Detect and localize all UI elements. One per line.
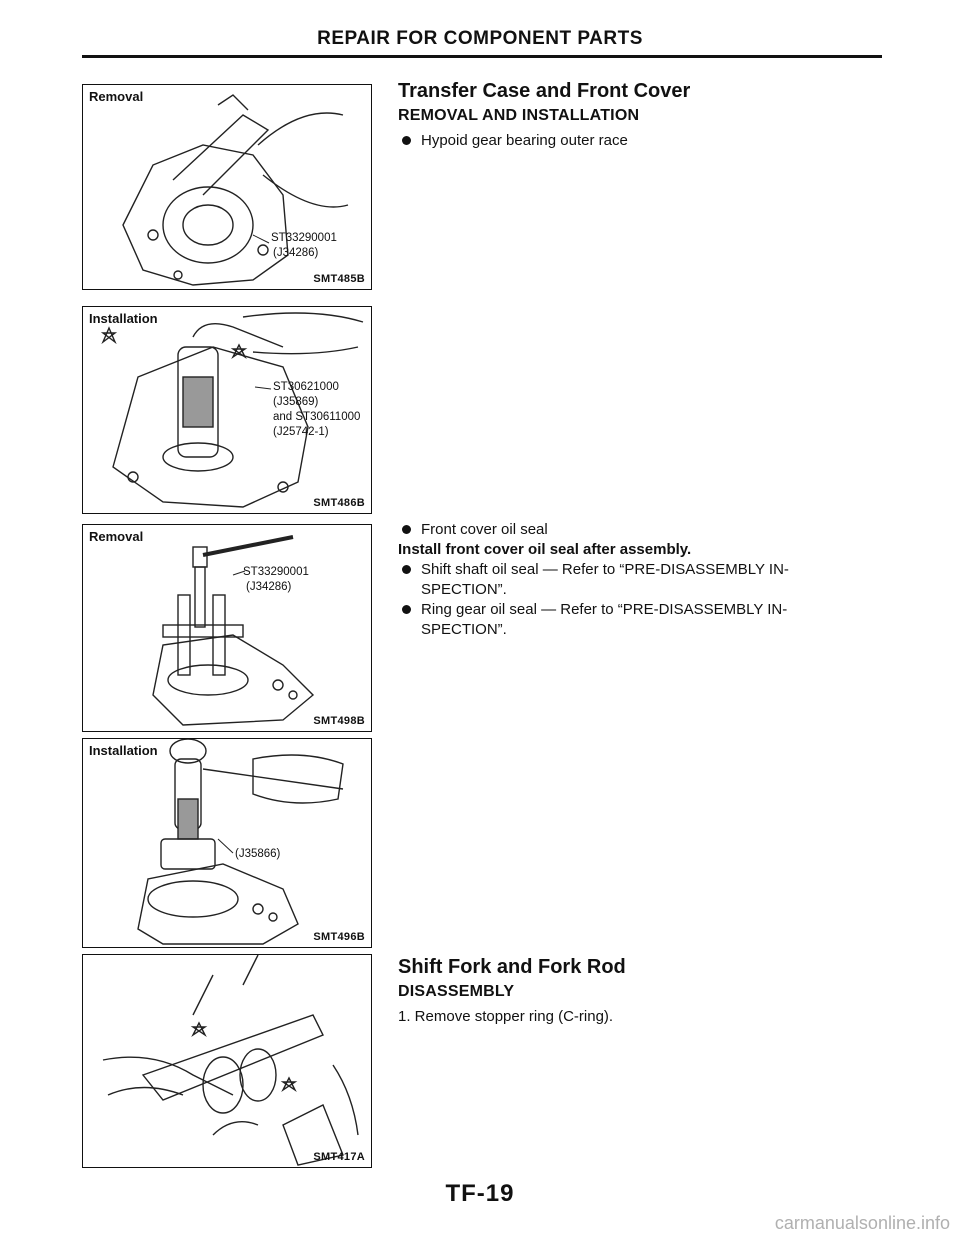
bullet-continuation: SPECTION”. [421, 621, 507, 638]
figure-code: SMT496B [313, 931, 365, 943]
bullet-item [398, 560, 888, 580]
section-subtitle: REMOVAL AND INSTALLATION [398, 107, 640, 124]
figure-removal-front-cover-seal [82, 524, 372, 732]
figure-code: SMT485B [313, 273, 365, 285]
figure-label: Removal [89, 529, 144, 544]
bullet-item [398, 600, 888, 620]
figure-code: SMT498B [313, 715, 365, 727]
tool-callout: (J34286) [273, 247, 319, 259]
page-number: TF-19 [445, 1180, 515, 1207]
section-shift-fork [398, 956, 888, 1027]
watermark: carmanualsonline.info [774, 1213, 950, 1233]
bullet-icon [402, 525, 411, 534]
figure-removal-outer-race [82, 84, 372, 290]
figure-installation-outer-race [82, 306, 372, 514]
tool-callout: ST30621000 [273, 381, 339, 393]
figure-stopper-ring-removal [82, 954, 372, 1168]
bullet-text: Shift shaft oil seal — Refer to “PRE-DISASSEMBLY IN- [421, 561, 789, 578]
tool-callout: (J25742-1) [273, 426, 329, 438]
bullet-text: Hypoid gear bearing outer race [421, 132, 628, 149]
bullet-icon [402, 565, 411, 574]
section-oil-seals [398, 520, 888, 640]
tool-callout: ST33290001 [271, 232, 337, 244]
tool-callout: (J34286) [246, 581, 292, 593]
bullet-continuation: SPECTION”. [421, 581, 507, 598]
illustration-front-cover-removal [83, 525, 372, 732]
section-transfer-case [398, 80, 888, 151]
bullet-icon [402, 605, 411, 614]
tool-callout: and ST30611000 [273, 411, 361, 423]
figure-code: SMT417A [313, 1151, 365, 1163]
illustration-front-cover-installation [83, 739, 372, 948]
bullet-item [398, 520, 888, 540]
section-title: Shift Fork and Fork Rod [398, 956, 626, 978]
tool-callout: (J35866) [235, 848, 281, 860]
header-rule [82, 55, 882, 58]
tool-callout: (J35869) [273, 396, 319, 408]
step-item: 1. Remove stopper ring (C-ring). [398, 1008, 614, 1025]
bullet-text: Front cover oil seal [421, 521, 548, 538]
instruction-note: Install front cover oil seal after assembly. [398, 541, 692, 558]
figure-label: Removal [89, 89, 144, 104]
illustration-transfer-case-removal [83, 85, 372, 290]
illustration-stopper-ring-removal [83, 955, 372, 1168]
tool-callout: ST33290001 [243, 566, 309, 578]
figure-label: Installation [89, 743, 158, 758]
figure-code: SMT486B [313, 497, 365, 509]
bullet-icon [402, 136, 411, 145]
figure-label: Installation [89, 311, 158, 326]
bullet-item [398, 131, 888, 151]
figure-installation-front-cover-seal [82, 738, 372, 948]
bullet-text: Ring gear oil seal — Refer to “PRE-DISASSEMBLY IN- [421, 601, 788, 618]
section-title: Transfer Case and Front Cover [398, 80, 691, 102]
section-subtitle: DISASSEMBLY [398, 983, 515, 1000]
page-header: REPAIR FOR COMPONENT PARTS [317, 28, 643, 49]
